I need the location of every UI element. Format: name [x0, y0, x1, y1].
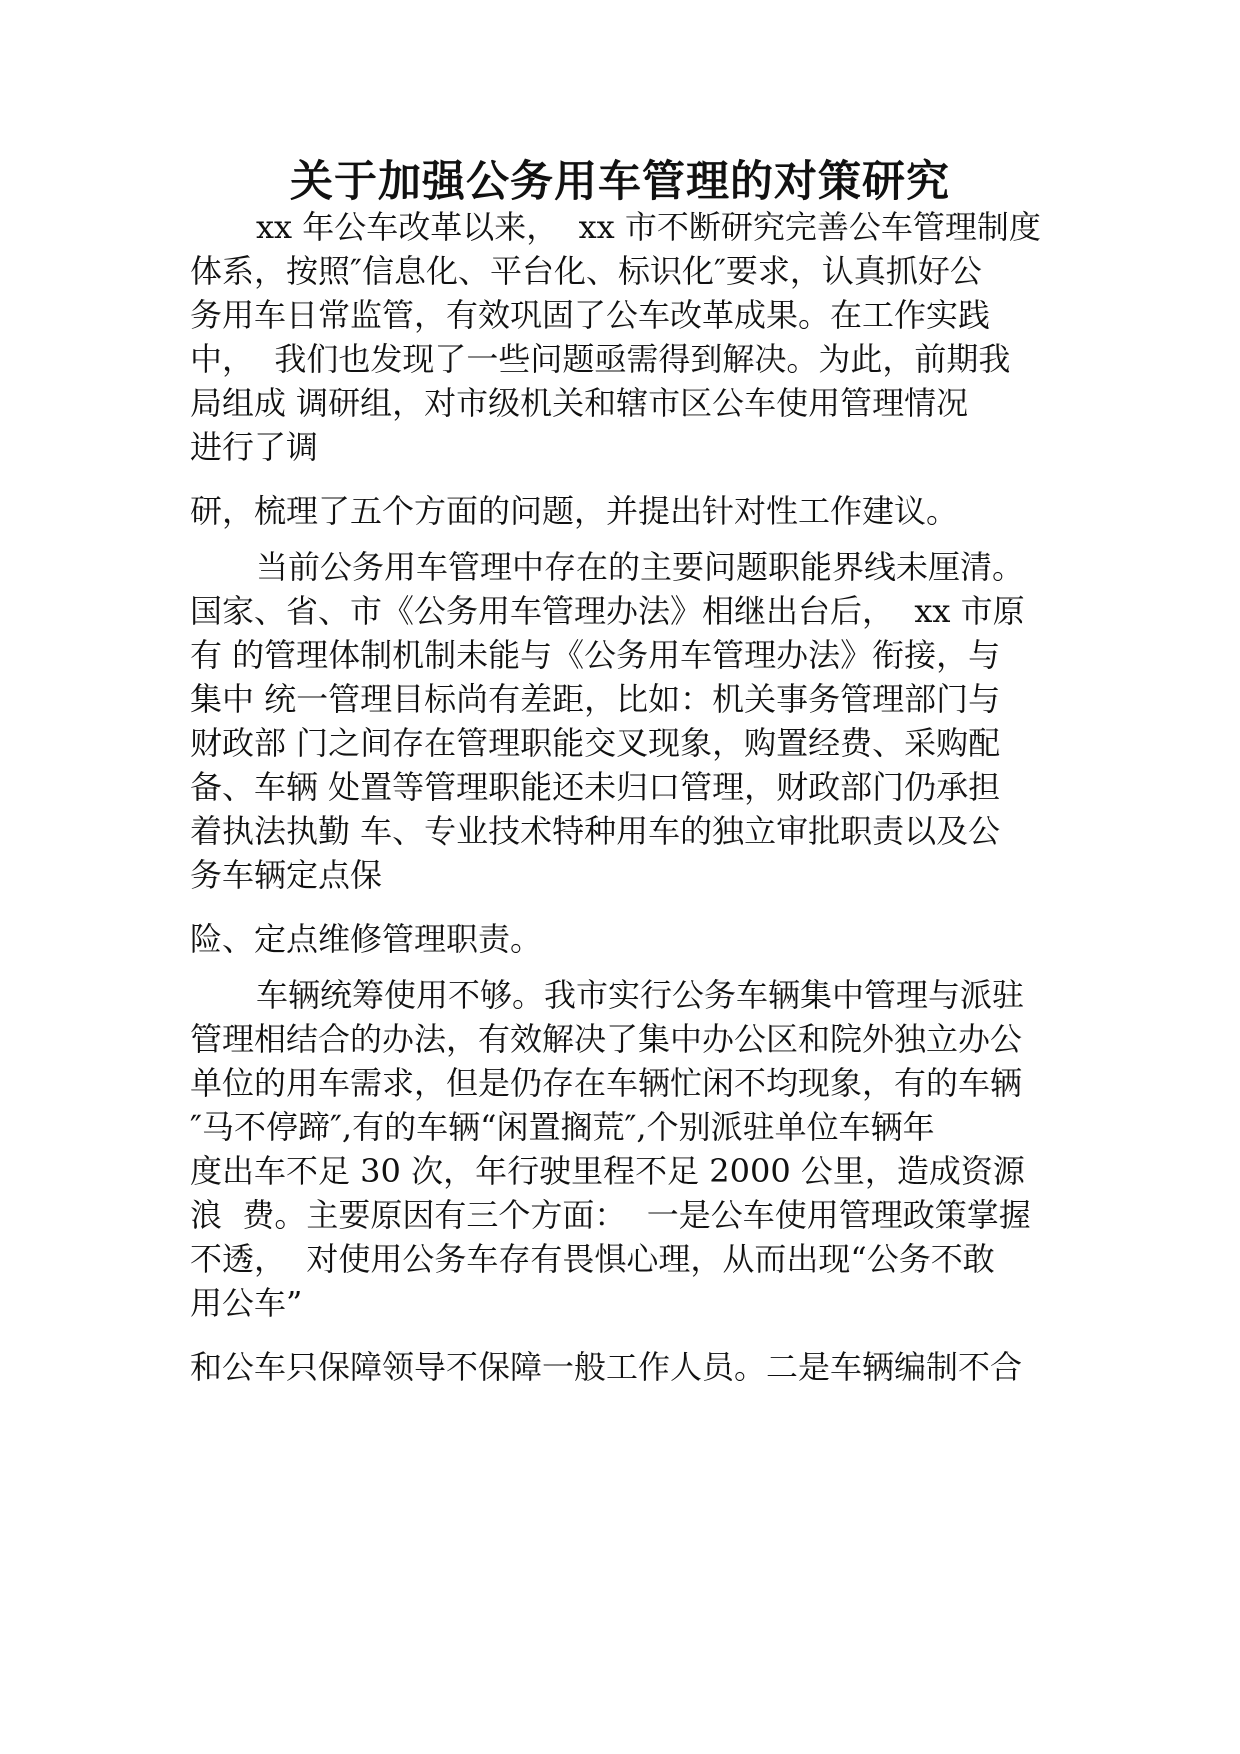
text-line: 和公车只保障领导不保障一般工作人员。二是车辆编制不合 [190, 1348, 1023, 1386]
text-line: 务用车日常监管，有效巩固了公车改革成果。在工作实践 [190, 296, 991, 334]
text-line: 不透， 对使用公务车存有畏惧心理，从而出现“公务不敢 [190, 1240, 995, 1278]
text-line: 研，梳理了五个方面的问题，并提出针对性工作建议。 [190, 492, 959, 530]
text-line: xx 年公车改革以来， xx 市不断研究完善公车管理制度 [256, 208, 1041, 246]
text-line: 用公车” [190, 1284, 303, 1322]
text-line: 中， 我们也发现了一些问题亟需得到解决。为此，前期我 [190, 340, 1011, 378]
text-line: 管理相结合的办法，有效解决了集中办公区和院外独立办公 [190, 1020, 1023, 1058]
text-line: 当前公务用车管理中存在的主要问题职能界线未厘清。 [256, 548, 1025, 586]
text-line: 车辆统筹使用不够。我市实行公务车辆集中管理与派驻 [256, 976, 1025, 1014]
text-line: 险、定点维修管理职责。 [190, 920, 543, 958]
text-line: 财政部 门之间存在管理职能交叉现象，购置经费、采购配 [190, 724, 1001, 762]
text-line: 着执法执勤 车、专业技术特种用车的独立审批职责以及公 [190, 812, 1001, 850]
text-line: 度出车不足 30 次，年行驶里程不足 2000 公里，造成资源 [190, 1152, 1025, 1190]
text-line: 体系，按照″信息化、平台化、标识化″要求，认真抓好公 [190, 252, 982, 290]
text-line: 务车辆定点保 [190, 856, 383, 894]
document-title: 关于加强公务用车管理的对策研究 [290, 157, 950, 207]
text-line: 国家、省、市《公务用车管理办法》相继出台后， xx 市原 [190, 592, 1025, 630]
text-line: ″马不停蹄″,有的车辆“闲置搁荒″,个别派驻单位车辆年 [190, 1108, 935, 1146]
text-line: 有 的管理体制机制未能与《公务用车管理办法》衔接，与 [190, 636, 1001, 674]
text-line: 备、车辆 处置等管理职能还未归口管理，财政部门仍承担 [190, 768, 1001, 806]
text-line: 进行了调 [190, 428, 319, 466]
text-line: 集中 统一管理目标尚有差距，比如：机关事务管理部门与 [190, 680, 1001, 718]
text-line: 单位的用车需求，但是仍存在车辆忙闲不均现象，有的车辆 [190, 1064, 1023, 1102]
text-line: 浪 费。主要原因有三个方面： 一是公车使用管理政策掌握 [190, 1196, 1031, 1234]
text-line: 局组成 调研组，对市级机关和辖市区公车使用管理情况 [190, 384, 969, 422]
